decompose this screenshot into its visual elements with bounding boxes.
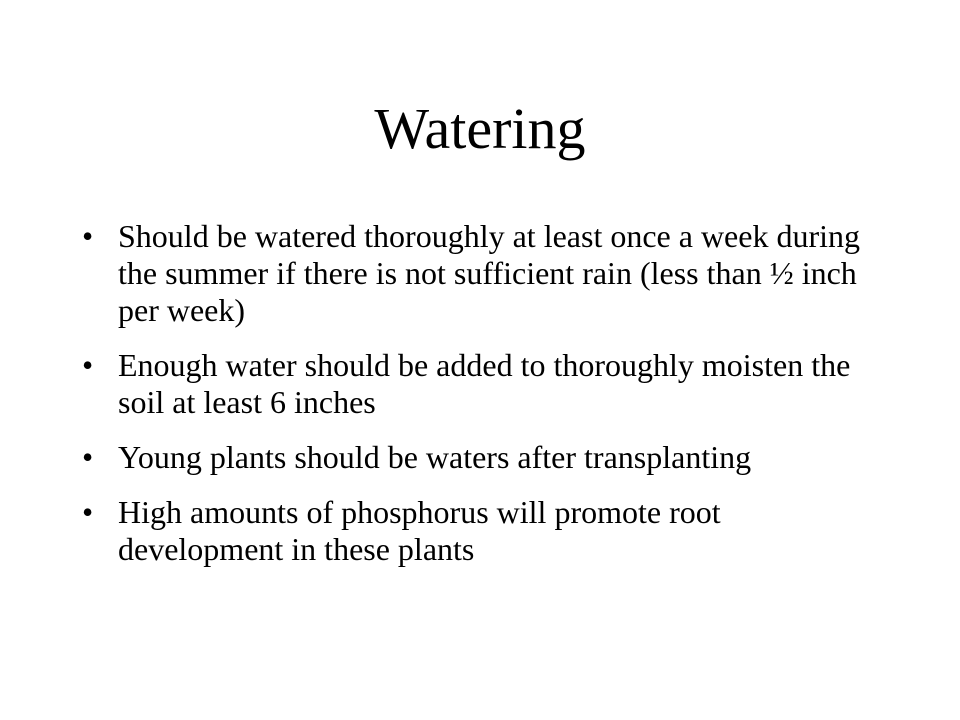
bullet-item [80,218,880,329]
bullet-icon: • [82,439,94,475]
bullet-icon: • [82,218,94,254]
bullet-text: High amounts of phosphorus will promote root development in these plants [118,494,721,567]
bullet-item [80,494,880,568]
bullet-text: Should be watered thoroughly at least once a week during the summer if there is not sufficient rain (less than ½ inch per week) [118,218,860,328]
bullet-item [80,347,880,421]
bullet-item [80,439,880,476]
bullet-icon: • [82,494,94,530]
bullet-text: Young plants should be waters after transplanting [118,439,752,475]
slide-title: Watering [374,96,586,161]
bullet-text: Enough water should be added to thoroughly moisten the soil at least 6 inches [118,347,851,420]
bullet-list [80,218,880,586]
bullet-icon: • [82,347,94,383]
